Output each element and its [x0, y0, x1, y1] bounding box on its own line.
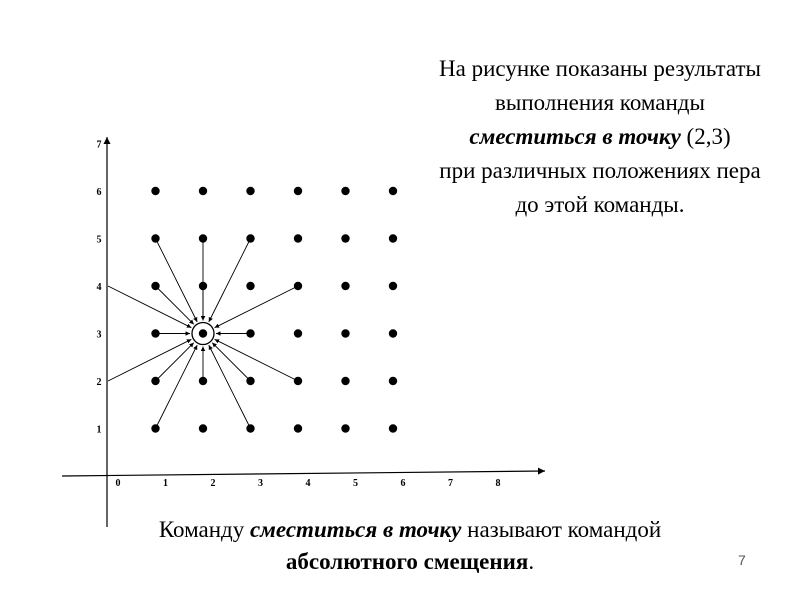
y-tick-label: 3 [96, 329, 102, 341]
x-axis [62, 471, 545, 476]
x-tick-label: 3 [258, 478, 263, 489]
grid-point [341, 187, 349, 195]
grid-point [151, 424, 159, 432]
grid-point [199, 424, 207, 432]
move-arrow [156, 343, 194, 381]
grid-point [246, 424, 254, 432]
move-arrow [156, 345, 198, 428]
footer-suffix: . [528, 549, 535, 574]
move-arrow [108, 339, 191, 381]
grid-point [341, 282, 349, 290]
footer-command: сместиться в точку [249, 517, 462, 542]
grid-point [389, 187, 397, 195]
move-arrow [212, 343, 250, 381]
grid-point [199, 377, 207, 385]
grid-point [341, 234, 349, 242]
grid-point [151, 329, 159, 337]
move-arrow [209, 239, 251, 322]
move-arrow [156, 239, 198, 322]
slide-number: 7 [738, 552, 746, 568]
grid-points [151, 187, 397, 433]
footer-line-2 [100, 546, 720, 578]
command-name: сместиться в точку [469, 124, 681, 149]
move-arrow [209, 345, 251, 428]
x-tick-label: 2 [210, 478, 216, 489]
grid-point [199, 282, 207, 290]
command-argument: (2,3) [686, 124, 731, 149]
move-arrow [215, 339, 298, 381]
description-line-1: На рисунке показаны результаты [439, 56, 761, 81]
grid-point [341, 424, 349, 432]
x-tick-label: 7 [448, 478, 453, 489]
grid-point [246, 234, 254, 242]
grid-point [294, 329, 302, 337]
grid-point [246, 377, 254, 385]
x-tick-labels [116, 478, 501, 489]
grid-point [341, 329, 349, 337]
description-line-5: до этой команды. [515, 192, 685, 217]
target-dot [199, 329, 207, 337]
x-tick-label: 6 [400, 478, 406, 489]
y-tick-label: 7 [96, 139, 102, 151]
grid-point [294, 377, 302, 385]
footer-text [100, 514, 720, 578]
grid-point [294, 234, 302, 242]
grid-point [199, 187, 207, 195]
grid-point [294, 424, 302, 432]
grid-point [246, 282, 254, 290]
y-tick-label: 1 [96, 424, 102, 436]
footer-prefix: Команду [158, 517, 250, 542]
grid-point [389, 234, 397, 242]
target-point [192, 323, 214, 345]
grid-point [151, 377, 159, 385]
x-tick-label: 8 [495, 478, 501, 489]
footer-middle: называют командой [461, 517, 662, 542]
y-tick-label: 6 [96, 187, 102, 198]
grid-point [294, 282, 302, 290]
grid-point [151, 282, 159, 290]
move-arrow [108, 286, 191, 328]
footer-line-1 [100, 514, 720, 546]
grid-point [294, 187, 302, 195]
x-tick-label: 0 [115, 478, 121, 489]
grid-point [246, 329, 254, 337]
grid-point [199, 234, 207, 242]
grid-point [151, 234, 159, 242]
move-arrow [156, 286, 194, 324]
x-tick-label: 1 [163, 478, 168, 489]
description-line-2: выполнения команды [495, 90, 705, 115]
grid-point [389, 329, 397, 337]
move-arrow [215, 286, 298, 328]
footer-term: абсолютного смещения [285, 549, 529, 574]
grid-point [389, 282, 397, 290]
x-tick-label: 5 [353, 478, 358, 489]
y-tick-label: 2 [96, 377, 102, 388]
grid-point [341, 377, 349, 385]
y-tick-labels [97, 140, 102, 436]
y-tick-label: 5 [96, 234, 102, 246]
y-tick-label: 4 [96, 282, 102, 293]
description-line-4: при различных положениях пера [439, 158, 761, 183]
grid-point [246, 187, 254, 195]
grid-point [389, 424, 397, 432]
grid-point [151, 187, 159, 195]
grid-point [389, 377, 397, 385]
x-tick-label: 4 [305, 478, 311, 489]
